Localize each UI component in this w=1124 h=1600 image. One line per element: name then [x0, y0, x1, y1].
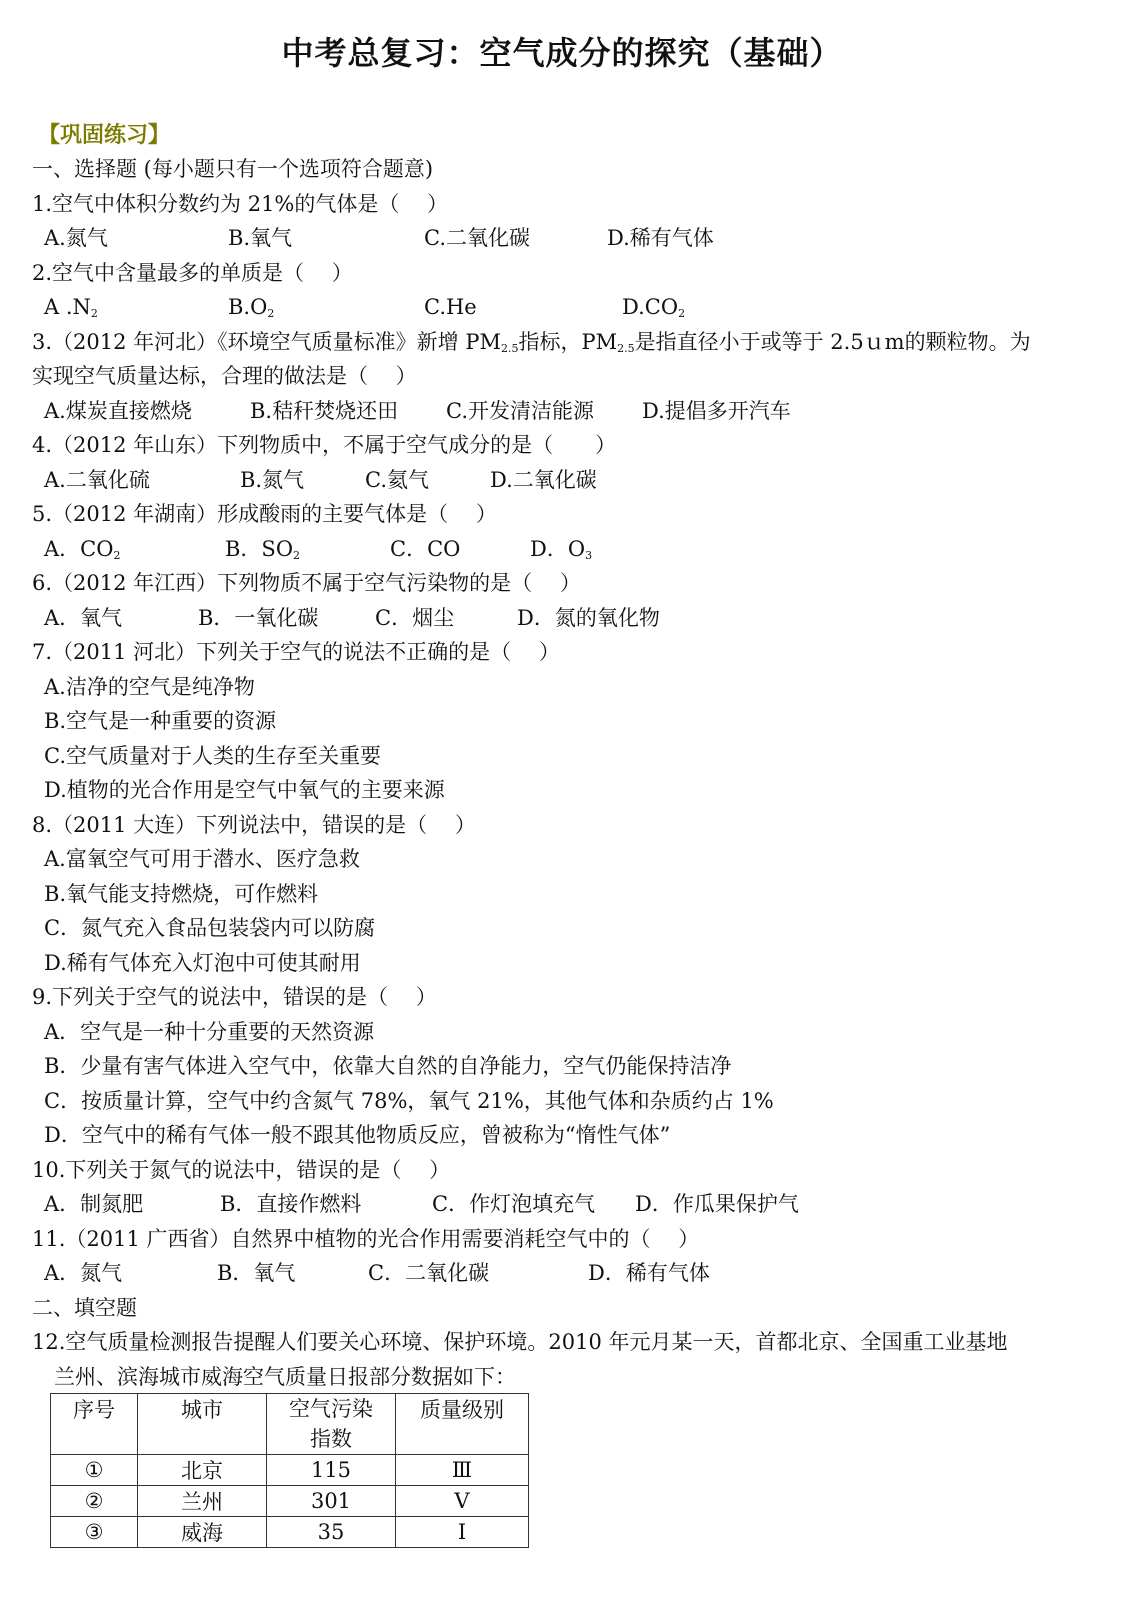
q4-stem: 4.（2012 年山东）下列物质中，不属于空气成分的是（ ） — [32, 433, 617, 457]
table-cell: Ⅰ — [396, 1517, 529, 1548]
q1-options — [32, 221, 1102, 256]
q5-options — [32, 532, 1102, 567]
q6-options — [32, 601, 1102, 636]
header-cell: 空气污染指数 — [267, 1394, 396, 1455]
table-cell: ② — [51, 1486, 138, 1517]
q2-options — [32, 290, 1102, 325]
q8-option-d: D.稀有气体充入灯泡中可使其耐用 — [44, 950, 361, 975]
table-cell: 北京 — [138, 1455, 267, 1486]
q5-stem: 5.（2012 年湖南）形成酸雨的主要气体是（ ） — [32, 502, 497, 526]
q4-option-b: B.氮气 — [240, 467, 305, 492]
q10-option-c: C．作灯泡填充气 — [432, 1192, 596, 1216]
part2-heading: 二、填空题 — [32, 1295, 137, 1320]
header-cell: 城市 — [138, 1394, 267, 1455]
page-title: 中考总复习：空气成分的探究（基础） — [281, 34, 843, 72]
q5-option-c: C．CO — [390, 536, 461, 561]
q12-stem: 12.空气质量检测报告提醒人们要关心环境、保护环境。2010 年元月某一天，首都北京、全国重工业基地 — [32, 1330, 1008, 1354]
q11-option-d: D．稀有气体 — [588, 1261, 710, 1285]
part1-heading: 一、选择题 (每小题只有一个选项符合题意) — [32, 157, 434, 181]
q5-option-d: D．$O_3$ — [530, 536, 593, 562]
table-cell: 威海 — [138, 1517, 267, 1548]
q1-option-d: D.稀有气体 — [607, 226, 714, 250]
q9-stem: 9.下列关于空气的说法中，错误的是（ ） — [32, 985, 437, 1009]
q2-stem: 2.空气中含量最多的单质是（ ） — [32, 260, 353, 285]
q7-option-b: B.空气是一种重要的资源 — [44, 709, 277, 733]
q2-option-c: C.He — [424, 295, 477, 319]
q5-option-b: B．$SO_2$ — [225, 536, 301, 562]
q9-option-c: C．按质量计算，空气中约含氮气 78%，氧气 21%，其他气体和杂质约占 1% — [44, 1088, 774, 1113]
q2-option-a: A $.N_2$ — [44, 295, 98, 320]
q1-option-c: C.二氧化碳 — [424, 226, 530, 250]
table-cell: ③ — [51, 1517, 138, 1548]
q4-option-a: A.二氧化硫 — [44, 467, 150, 492]
q4-option-d: D.二氧化碳 — [490, 467, 597, 492]
table-row — [51, 1455, 529, 1486]
q8-stem: 8.（2011 大连）下列说法中，错误的是（ ） — [32, 812, 476, 837]
q10-option-a: A．制氮肥 — [44, 1192, 144, 1216]
q12-stem-line2: 兰州、滨海城市威海空气质量日报部分数据如下： — [54, 1364, 516, 1389]
q6-option-d: D．氮的氧化物 — [517, 605, 660, 630]
q3-option-d: D.提倡多开汽车 — [642, 398, 791, 423]
q8-option-b: B.氧气能支持燃烧，可作燃料 — [44, 881, 319, 906]
table-row — [51, 1517, 529, 1548]
q6-option-a: A．氧气 — [44, 605, 123, 630]
q3-option-c: C.开发清洁能源 — [446, 398, 594, 423]
table-cell: 35 — [267, 1517, 396, 1548]
q1-stem: 1.空气中体积分数约为 21%的气体是（ ） — [32, 191, 449, 216]
q10-option-d: D．作瓜果保护气 — [635, 1192, 799, 1216]
q2-option-b: $B.O_2$ — [228, 295, 275, 320]
q4-options — [32, 463, 1102, 498]
q9-option-d: D．空气中的稀有气体一般不跟其他物质反应，曾被称为“惰性气体” — [44, 1123, 671, 1147]
table-cell: ① — [51, 1455, 138, 1486]
header-cell: 序号 — [51, 1394, 138, 1455]
section-label: 【巩固练习】 — [38, 123, 171, 148]
q7-stem: 7.（2011 河北）下列关于空气的说法不正确的是（ ） — [32, 640, 560, 664]
q10-stem: 10.下列关于氮气的说法中，错误的是（ ） — [32, 1157, 451, 1182]
q11-options — [32, 1256, 1102, 1291]
header-cell: 质量级别 — [396, 1394, 529, 1455]
q11-stem: 11.（2011 广西省）自然界中植物的光合作用需要消耗空气中的（ ） — [32, 1226, 700, 1251]
question-list — [32, 152, 1102, 1394]
table-cell: Ⅴ — [396, 1486, 529, 1517]
q3-stem: 3.（2012 年河北）《环境空气质量标准》新增 $PM_{2.5}$指标，$PM_{2.5}$是指直径小于或等于 2.5ｕm的颗粒物。为 — [32, 329, 1031, 355]
q2-option-d: $D.CO_2$ — [622, 295, 686, 320]
table-row — [51, 1486, 529, 1517]
q3-options — [32, 394, 1102, 429]
table-cell: 兰州 — [138, 1486, 267, 1517]
q7-option-d: D.植物的光合作用是空气中氧气的主要来源 — [44, 778, 445, 802]
q5-option-a: A．$CO_2$ — [44, 536, 121, 562]
q10-options — [32, 1187, 1102, 1222]
q3-stem-line2: 实现空气质量达标，合理的做法是（ ） — [32, 364, 417, 388]
q6-option-b: B．一氧化碳 — [198, 605, 319, 630]
table-cell: 301 — [267, 1486, 396, 1517]
q8-option-c: C．氮气充入食品包装袋内可以防腐 — [44, 916, 376, 940]
q9-option-b: B．少量有害气体进入空气中，依靠大自然的自净能力，空气仍能保持洁净 — [44, 1054, 732, 1078]
q4-option-c: C.氦气 — [365, 467, 429, 492]
q3-option-b: B.秸秆焚烧还田 — [250, 398, 399, 423]
q7-option-a: A.洁净的空气是纯净物 — [44, 674, 255, 699]
table-cell: 115 — [267, 1455, 396, 1486]
table-cell: Ⅲ — [396, 1455, 529, 1486]
q8-option-a: A.富氧空气可用于潜水、医疗急救 — [44, 847, 360, 871]
q3-option-a: A.煤炭直接燃烧 — [44, 398, 192, 423]
q1-option-a: A.氮气 — [44, 226, 108, 250]
q10-option-b: B．直接作燃料 — [220, 1192, 362, 1216]
q11-option-a: A．氮气 — [44, 1261, 123, 1285]
q6-option-c: C．烟尘 — [375, 605, 455, 630]
table-header-row — [51, 1394, 529, 1455]
air-quality-table — [50, 1393, 529, 1548]
q11-option-c: C．二氧化碳 — [368, 1261, 490, 1285]
q1-option-b: B.氧气 — [228, 226, 293, 250]
q6-stem: 6.（2012 年江西）下列物质不属于空气污染物的是（ ） — [32, 571, 581, 595]
q7-option-c: C.空气质量对于人类的生存至关重要 — [44, 743, 381, 768]
q11-option-b: B．氧气 — [217, 1261, 296, 1285]
q9-option-a: A．空气是一种十分重要的天然资源 — [44, 1019, 375, 1044]
